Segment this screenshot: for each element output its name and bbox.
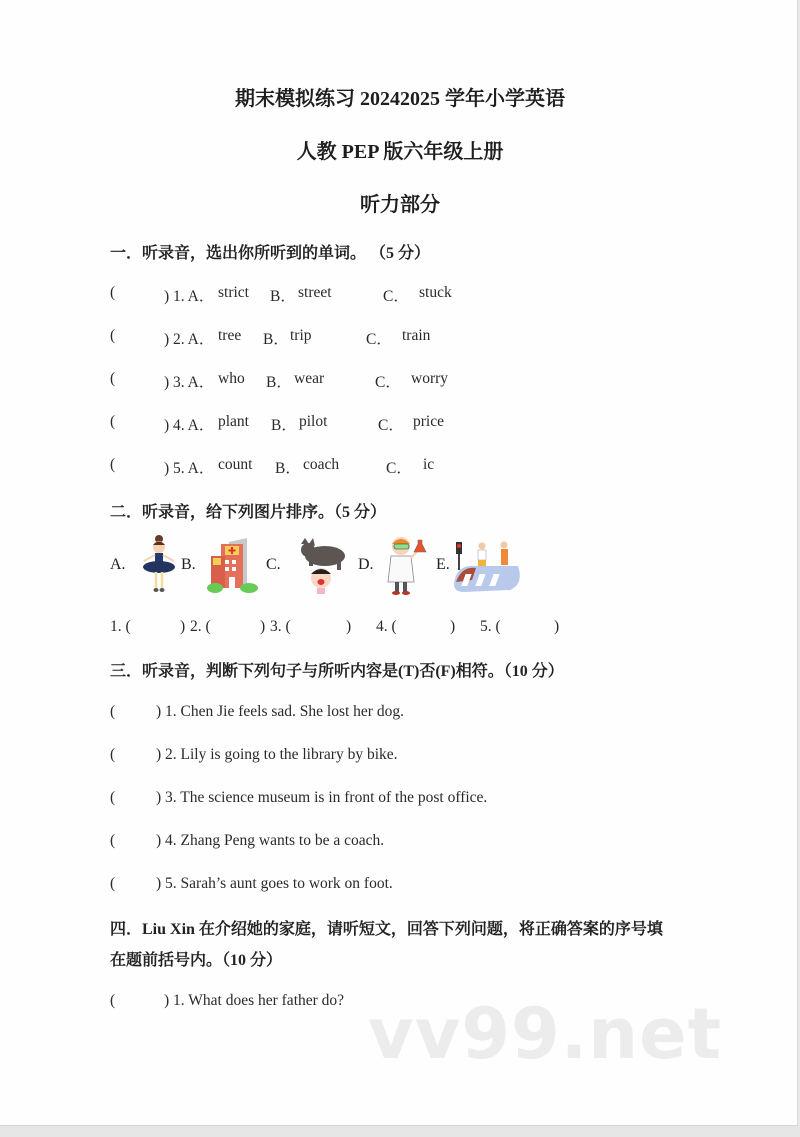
answer-blank[interactable]: ( [110,992,116,1009]
option-b: coach [303,456,340,473]
option-b: pilot [299,413,328,430]
document-title: 期末模拟练习 20242025 学年小学英语 [235,88,565,110]
answer-close-1: ) [180,618,186,635]
answer-blank-2[interactable]: 2. ( [190,618,211,635]
statement-text: ) 2. Lily is going to the library by bike. [156,746,398,763]
question-text: ) 1. What does her father do? [164,992,345,1009]
option-b-label: B． [271,417,297,434]
option-b-label: B． [263,331,289,348]
option-a: plant [218,413,249,430]
answer-blank[interactable]: ( [110,284,116,301]
answer-close-2: ) [260,618,266,635]
option-c: train [402,327,431,344]
option-a: who [218,370,245,387]
answer-blank-3[interactable]: 3. ( [270,618,291,635]
answer-blank[interactable]: ( [110,370,116,387]
section-part-title: 听力部分 [360,194,440,216]
picture-label-a: A. [110,556,126,573]
answer-close-4: ) [450,618,456,635]
option-c: stuck [419,284,452,301]
document-subtitle: 人教 PEP 版六年级上册 [296,141,504,163]
question-number: ) 5. A． [164,460,215,477]
question-number: ) 4. A． [164,417,215,434]
answer-blank-4[interactable]: 4. ( [376,618,397,635]
option-c: worry [411,370,449,387]
statement-text: ) 5. Sarah’s aunt goes to work on foot. [156,875,393,892]
question-number: ) 2. A． [164,331,215,348]
answer-blank-1[interactable]: 1. ( [110,618,131,635]
statement-text: ) 1. Chen Jie feels sad. She lost her dog. [156,703,404,720]
picture-label-c: C. [266,556,281,573]
picture-label-d: D. [358,556,374,573]
statement-text: ) 4. Zhang Peng wants to be a coach. [156,832,385,849]
answer-blank[interactable]: ( [110,875,116,892]
option-c-label: C． [375,374,401,391]
section3-heading: 三．听录音，判断下列句子与所听内容是(T)否(F)相符。（10 分） [110,663,564,680]
section4-heading-line2: 在题前括号内。（10 分） [110,952,283,969]
section4-heading-line1: 四．Liu Xin 在介绍她的家庭，请听短文，回答下列问题，将正确答案的序号填 [110,921,663,938]
question-number: ) 3. A． [164,374,215,391]
answer-blank[interactable]: ( [110,456,116,473]
ballerina-icon [140,534,178,601]
option-c: price [413,413,444,430]
option-c-label: C． [366,331,392,348]
answer-blank[interactable]: ( [110,789,116,806]
cat-scared-girl-icon [297,538,349,599]
option-b: trip [290,327,312,344]
answer-blank[interactable]: ( [110,746,116,763]
option-c-label: C． [378,417,404,434]
answer-blank[interactable]: ( [110,703,116,720]
scientist-icon [384,534,432,601]
option-b-label: B． [275,460,301,477]
statement-text: ) 3. The science museum is in front of the post office. [156,789,488,806]
answer-close-3: ) [346,618,352,635]
question-number: ) 1. A． [164,288,215,305]
crosswalk-traffic-light-icon [452,540,522,599]
answer-blank[interactable]: ( [110,832,116,849]
page-bottom-edge [0,1126,800,1137]
option-b-label: B． [270,288,296,305]
option-b: wear [294,370,325,387]
option-a: count [218,456,253,473]
option-b: street [298,284,332,301]
answer-blank[interactable]: ( [110,413,116,430]
option-b-label: B． [266,374,292,391]
section1-heading: 一．听录音，选出你所听到的单词。 （5 分） [110,245,431,262]
option-c: ic [423,456,435,473]
answer-blank-5[interactable]: 5. ( [480,618,501,635]
answer-close-5: ) [554,618,560,635]
picture-label-e: E. [436,556,450,573]
option-a: tree [218,327,242,344]
watermark: vv99.net [368,993,723,1075]
option-a: strict [218,284,249,301]
hospital-icon [207,536,259,599]
picture-label-b: B. [181,556,196,573]
option-c-label: C． [383,288,409,305]
section2-heading: 二．听录音，给下列图片排序。（5 分） [110,504,387,521]
option-c-label: C． [386,460,412,477]
answer-blank[interactable]: ( [110,327,116,344]
